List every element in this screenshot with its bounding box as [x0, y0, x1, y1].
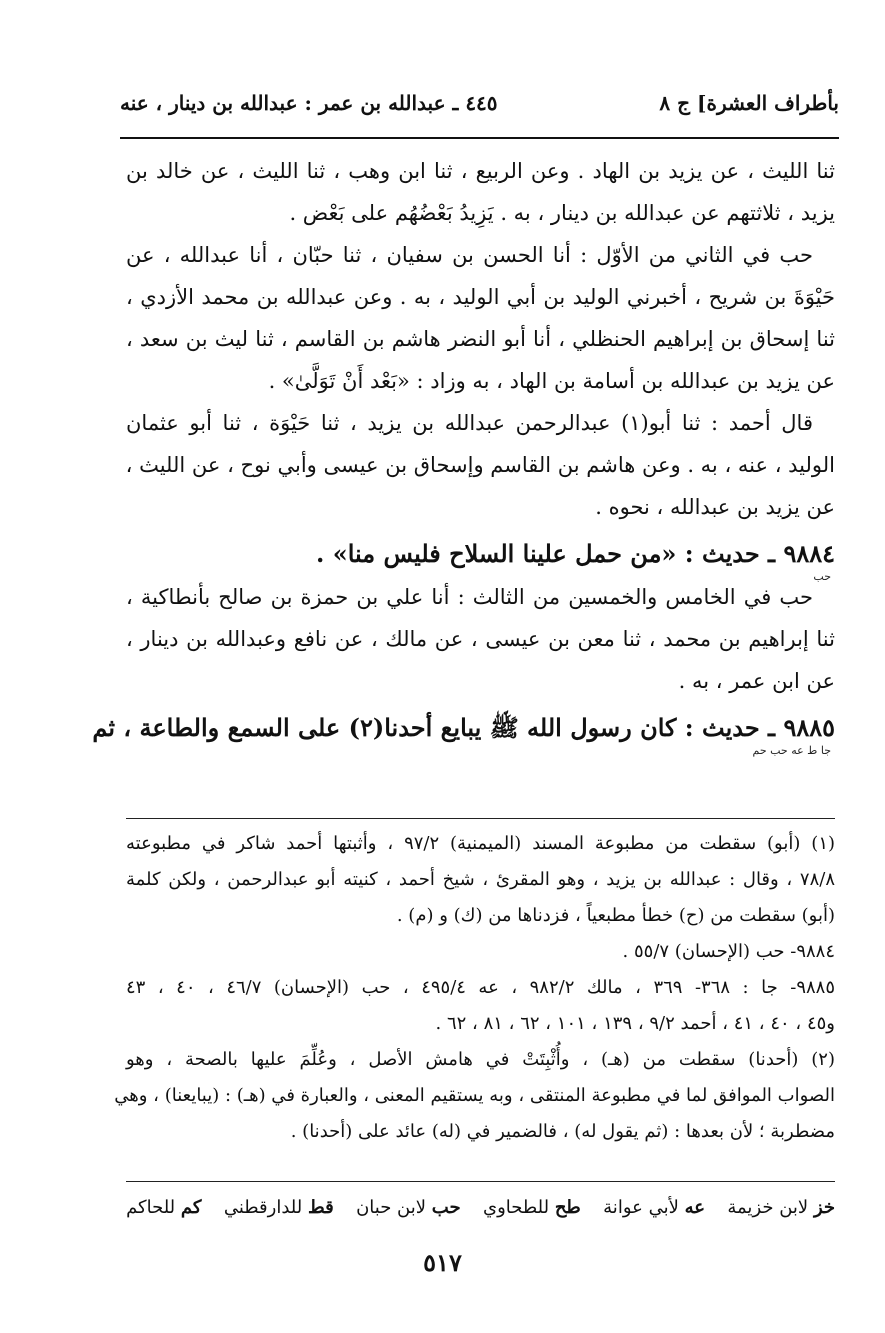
abbreviation-label: لابن خزيمة — [727, 1196, 809, 1218]
footnote-line: و٤٥ ، ٤٠ ، ٤١ ، أحمد ٩/٢ ، ١٣٩ ، ١٠١ ، ٦٢ ، ٨١ ، ٦٢ . — [435, 1013, 835, 1034]
abbreviation-code: حب — [431, 1196, 461, 1218]
footnote-line: مضطربة ؛ لأن بعدها : (ثم يقول له) ، فالضمير في (له) عائد على (أحدنا) . — [290, 1121, 835, 1142]
abbreviation-item — [126, 1197, 201, 1218]
abbreviation-code: خز — [813, 1196, 835, 1218]
text-line: قال أحمد : ثنا أبو(١) عبدالرحمن عبدالله بن يزيد ، ثنا حَيْوَة ، ثنا أبو عثمان — [126, 411, 813, 435]
text-line: الوليد ، عنه ، به . وعن هاشم بن القاسم وإسحاق بن عيسى وأبي نوح ، عن الليث ، — [125, 453, 835, 477]
abbreviation-label: للحاكم — [126, 1196, 176, 1218]
footnote-line: ٧٨/٨ ، وقال : عبدالله بن يزيد ، وهو المقرئ ، شيخ أحمد ، كنيته أبو عبدالرحمن ، ولكن كلمة — [126, 869, 835, 890]
abbreviation-label: لأبي عوانة — [603, 1196, 679, 1218]
text-line: عن يزيد بن عبدالله بن أسامة بن الهاد ، به وزاد : «بَعْد أَنْ تَوَلَّىٰ» . — [268, 369, 835, 393]
abbreviation-item — [224, 1197, 334, 1218]
hadith-heading: ٩٨٨٥ ـ حديث : كان رسول الله ﷺ يبايع أحدنا(٢) على السمع والطاعة ، ثم — [92, 713, 835, 742]
footnote-rule — [126, 818, 835, 819]
abbreviation-code: عه — [684, 1196, 705, 1218]
abbreviations-key — [126, 1190, 835, 1224]
abbreviation-item — [727, 1197, 835, 1218]
abbreviation-code: قط — [307, 1196, 334, 1218]
footnote-line: ٩٨٨٤- حب (الإحسان) ٥٥/٧ . — [622, 941, 835, 962]
page-number: ٥١٧ — [423, 1248, 462, 1277]
abbreviation-code: كم — [180, 1196, 202, 1218]
abbreviations-rule — [126, 1181, 835, 1182]
text-line: حَيْوَةَ بن شريح ، أخبرني الوليد بن أبي الوليد ، به . وعن عبدالله بن محمد الأزدي ، — [126, 285, 835, 309]
hadith-9884 — [126, 532, 835, 583]
footnote-line: ٩٨٨٥- جا : ٣٦٨- ٣٦٩ ، مالك ٩٨٢/٢ ، عه ٤٩٥/٤ ، حب (الإحسان) ٤٦/٧ ، ٤٠ ، ٤٣ — [126, 977, 835, 998]
text-line: عن ابن عمر ، به . — [678, 669, 835, 693]
footnote-line: (١) (أبو) سقطت من مطبوعة المسند (الميمنية) ٩٧/٢ ، وأثبتها أحمد شاكر في مطبوعته — [126, 833, 836, 854]
abbreviation-item — [483, 1197, 581, 1218]
abbreviation-item — [356, 1197, 461, 1218]
footnotes — [114, 826, 836, 1150]
hadith-heading: ٩٨٨٤ ـ حديث : «من حمل علينا السلاح فليس منا» . — [316, 539, 835, 568]
header-chapter-title: ٤٤٥ ـ عبدالله بن عمر : عبدالله بن دينار ، عنه — [120, 91, 498, 115]
text-line: عن يزيد بن عبدالله ، نحوه . — [595, 495, 835, 519]
text-line: حب في الثاني من الأوّل : أنا الحسن بن سفيان ، ثنا حبّان ، أنا عبدالله ، عن — [126, 243, 813, 267]
header-rule — [120, 137, 839, 139]
header-volume-title: بأطراف العشرة] ج ٨ — [659, 91, 839, 115]
abbreviation-code: طح — [554, 1196, 581, 1218]
text-line: ثنا إبراهيم بن محمد ، ثنا معن بن عيسى ، عن مالك ، عن نافع وعبدالله بن دينار ، — [126, 627, 835, 651]
abbreviation-label: لابن حبان — [356, 1196, 427, 1218]
abbreviation-label: للطحاوي — [482, 1196, 550, 1218]
hadith-9885 — [92, 706, 835, 757]
footnote-line: (أبو) سقطت من (ح) خطأ مطبعياً ، فزدناها من (ك) و (م) . — [396, 905, 835, 926]
source-tags: حب — [813, 570, 831, 583]
abbreviation-label: للدارقطني — [223, 1196, 303, 1218]
footnote-line: الصواب الموافق لما في مطبوعة المنتقى ، وبه يستقيم المعنى ، والعبارة في (هـ) : (يبايعنا) ، وهي — [114, 1085, 835, 1106]
text-line: ثنا إسحاق بن إبراهيم الحنظلي ، أنا أبو النضر هاشم بن القاسم ، ثنا ليث بن سعد ، — [126, 327, 835, 351]
main-text — [92, 150, 835, 757]
source-tags: جا ط عه حب حم — [752, 744, 831, 757]
footnote-line: (٢) (أحدنا) سقطت من (هـ) ، وأُثْبِتَتْ في هامش الأصل ، وعُلِّمَ عليها بالصحة ، وهو — [126, 1049, 835, 1070]
text-line: يزيد ، ثلاثتهم عن عبدالله بن دينار ، به . يَزِيدُ بَعْضُهُم على بَعْض . — [289, 201, 835, 225]
text-line: حب في الخامس والخمسين من الثالث : أنا علي بن حمزة بن صالح بأنطاكية ، — [126, 585, 813, 609]
running-header — [120, 86, 839, 120]
abbreviation-item — [603, 1197, 705, 1218]
text-line: ثنا الليث ، عن يزيد بن الهاد . وعن الربيع ، ثنا ابن وهب ، ثنا الليث ، عن خالد بن — [126, 159, 835, 183]
